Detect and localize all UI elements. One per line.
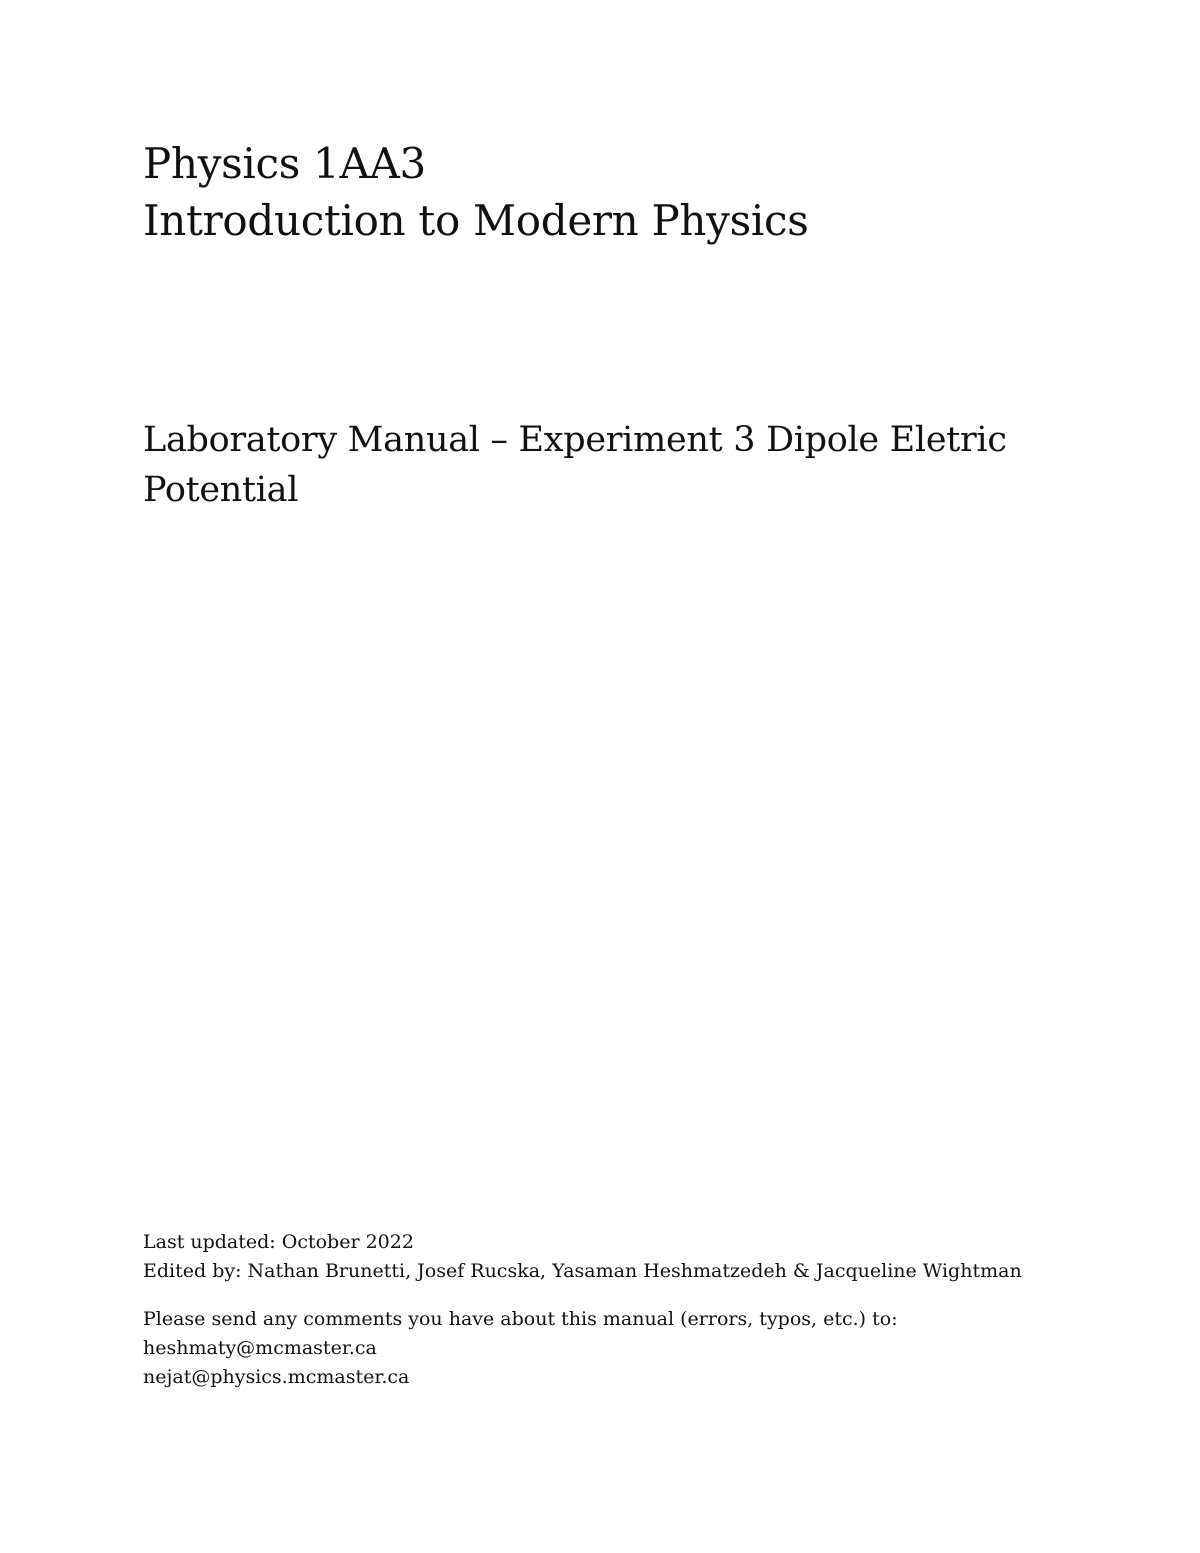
course-name: Introduction to Modern Physics bbox=[143, 196, 809, 245]
manual-subtitle: Laboratory Manual – Experiment 3 Dipole Eletric Potential bbox=[143, 420, 1007, 510]
footer-block bbox=[143, 1228, 1043, 1392]
subtitle-block bbox=[143, 415, 1043, 515]
spacer bbox=[143, 1286, 1043, 1305]
last-updated: Last updated: October 2022 bbox=[143, 1231, 414, 1253]
title-block bbox=[143, 135, 1043, 249]
email-link[interactable]: nejat@physics.mcmaster.ca bbox=[143, 1366, 410, 1388]
course-code: Physics 1AA3 bbox=[143, 139, 426, 188]
email-link[interactable]: heshmaty@mcmaster.ca bbox=[143, 1337, 377, 1359]
comments-note: Please send any comments you have about this manual (errors, typos, etc.) to: bbox=[143, 1308, 898, 1330]
edited-by: Edited by: Nathan Brunetti, Josef Rucska, Yasaman Heshmatzedeh & Jacqueline Wightman bbox=[143, 1260, 1022, 1282]
